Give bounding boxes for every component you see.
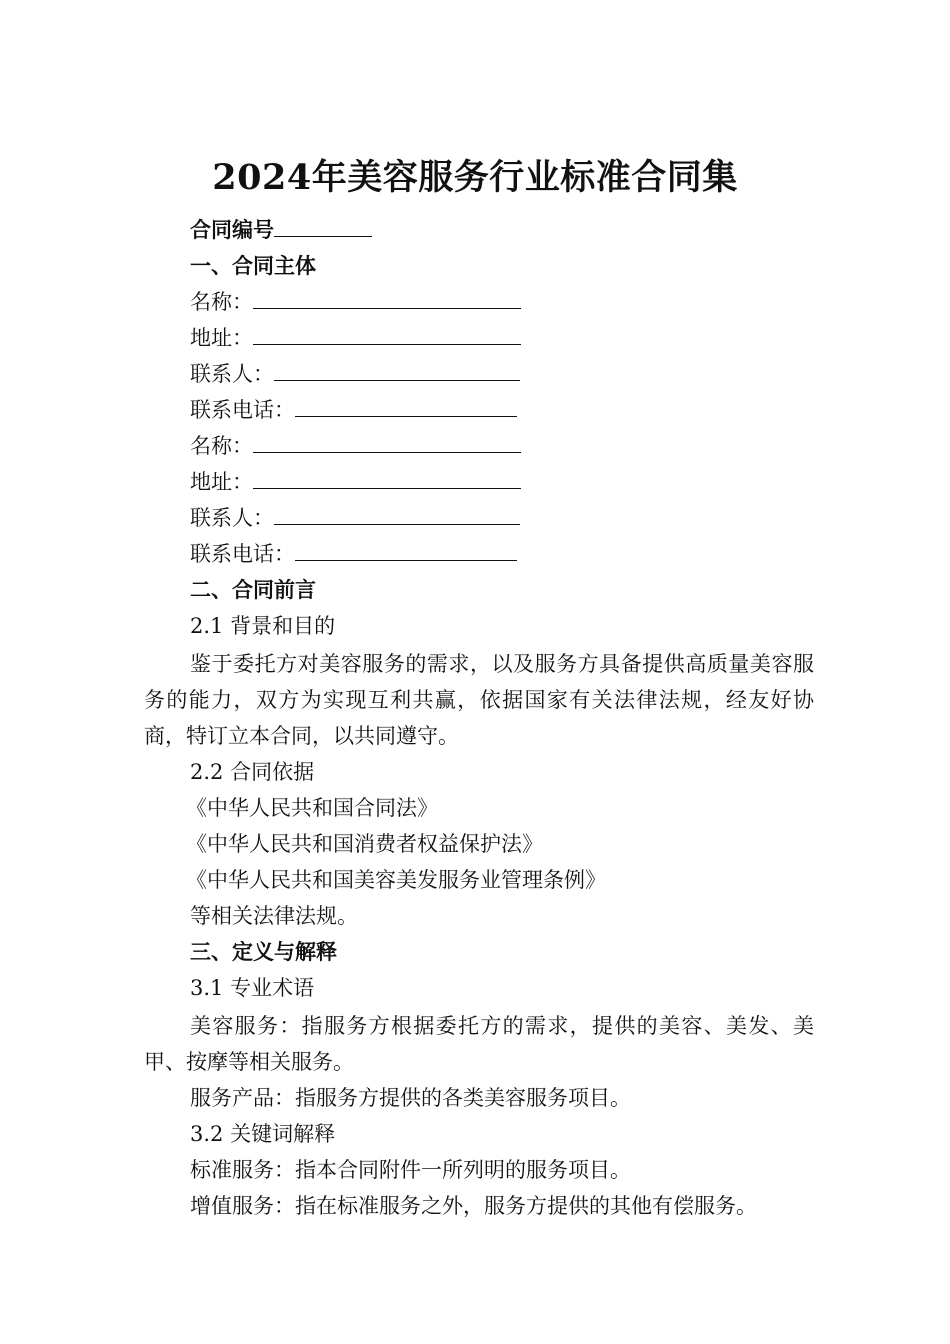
party-b-contact-blank: [274, 504, 520, 525]
section-2-1-paragraph: 鉴于委托方对美容服务的需求，以及服务方具备提供高质量美容服务的能力，双方为实现互利共赢，依据国家有关法律法规，经友好协商，特订立本合同，以共同遵守。: [144, 652, 814, 748]
party-b-contact-label: 联系人：: [190, 506, 274, 530]
party-a-contact-label: 联系人：: [190, 362, 274, 386]
section-3-2-paragraph-2: 增值服务：指在标准服务之外，服务方提供的其他有偿服务。: [190, 1194, 757, 1218]
party-a-address-blank: [253, 324, 521, 345]
party-a-contact-line: [190, 360, 520, 388]
section-3-2-paragraph-1: 标准服务：指本合同附件一所列明的服务项目。: [190, 1158, 631, 1182]
party-a-name-line: [190, 288, 521, 316]
section-2-2-heading: 2.2 合同依据: [190, 760, 315, 784]
party-a-address-label: 地址：: [190, 326, 253, 350]
party-a-phone-line: [190, 396, 517, 424]
section-1-heading: 一、合同主体: [190, 253, 316, 278]
party-b-address-blank: [253, 468, 521, 489]
party-a-phone-blank: [295, 396, 517, 417]
section-3-1-paragraph-2: 服务产品：指服务方提供的各类美容服务项目。: [190, 1086, 631, 1110]
party-b-name-blank: [253, 432, 521, 453]
section-3-2-heading: 3.2 关键词解释: [190, 1122, 336, 1146]
party-b-phone-line: [190, 540, 517, 568]
law-item-2: 《中华人民共和国消费者权益保护法》: [186, 832, 543, 856]
document-title: 2024年美容服务行业标准合同集: [212, 157, 738, 198]
party-b-address-line: [190, 468, 521, 496]
party-a-name-label: 名称：: [190, 290, 253, 314]
contract-number-label: 合同编号: [190, 217, 274, 242]
section-2-heading: 二、合同前言: [190, 577, 316, 602]
law-item-3: 《中华人民共和国美容美发服务业管理条例》: [186, 868, 606, 892]
party-a-name-blank: [253, 288, 521, 309]
section-3-1-paragraph-1: 美容服务：指服务方根据委托方的需求，提供的美容、美发、美甲、按摩等相关服务。: [144, 1014, 814, 1074]
party-b-phone-blank: [295, 540, 517, 561]
party-b-name-label: 名称：: [190, 434, 253, 458]
party-b-name-line: [190, 432, 521, 460]
party-a-contact-blank: [274, 360, 520, 381]
section-3-heading: 三、定义与解释: [190, 939, 337, 964]
party-b-address-label: 地址：: [190, 470, 253, 494]
party-b-contact-line: [190, 504, 520, 532]
contract-number-line: [190, 216, 372, 244]
party-a-address-line: [190, 324, 521, 352]
party-b-phone-label: 联系电话：: [190, 542, 295, 566]
section-3-1-heading: 3.1 专业术语: [190, 976, 315, 1000]
party-a-phone-label: 联系电话：: [190, 398, 295, 422]
laws-tail: 等相关法律法规。: [190, 904, 358, 928]
section-2-1-heading: 2.1 背景和目的: [190, 614, 336, 638]
contract-number-blank: [274, 216, 372, 237]
law-item-1: 《中华人民共和国合同法》: [186, 796, 438, 820]
